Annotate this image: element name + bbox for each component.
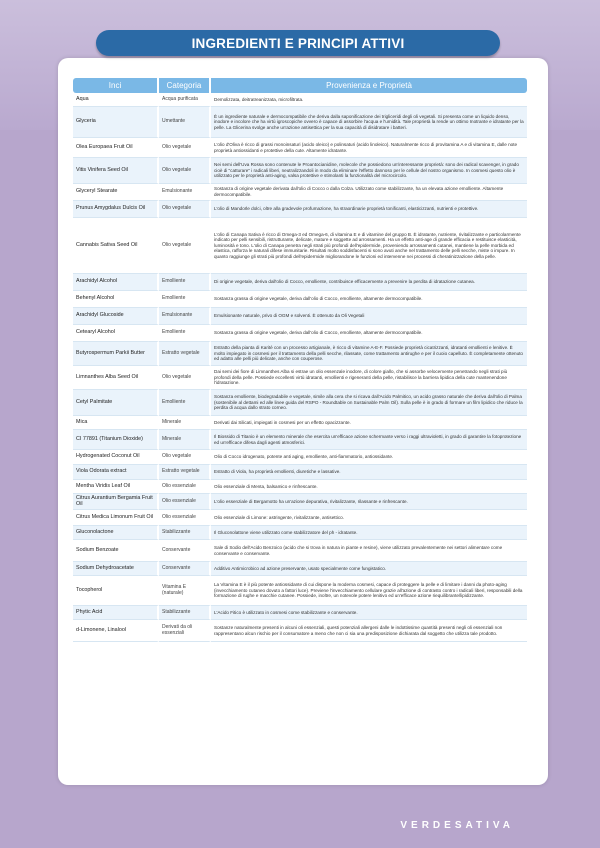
table-row: [73, 201, 527, 218]
ingredient-category: Minerale: [159, 416, 211, 430]
ingredient-category: Olio vegetale: [159, 366, 211, 390]
ingredient-description: È un ingrediente naturale e dermocompatibile che deriva dalla saponificazione dei trigliceridi degli oli vegetali. Si presenta come un liquido denso, inodore e incolore che ha virtù igroscopiche ovvero è capace di assorbire l'acqua e l'umidità. Tale proprietà la rende un ottimo Inotrante e idratante per la pelle. La Glicerina svolge anche un'azione antisettica per la sua capacità di disidratare i batteri.: [211, 107, 527, 138]
brand-logo: VERDESATIVA: [400, 820, 514, 831]
ingredient-category: Olio essenziale: [159, 494, 211, 510]
ingredient-description: Sostanza grassa di origine vegetale, deriva dall'olio di Cocco, emolliente, altamente dermocompatibile.: [211, 325, 527, 342]
ingredient-category: Stabilizzante: [159, 606, 211, 620]
ingredient-category: Emolliente: [159, 325, 211, 342]
ingredient-category: Estratto vegetale: [159, 342, 211, 366]
table-row: [73, 416, 527, 430]
ingredient-category: Minerale: [159, 430, 211, 450]
ingredient-inci-name: Sodium Benzoate: [73, 540, 159, 562]
ingredient-category: Olio vegetale: [159, 158, 211, 184]
ingredient-inci-name: Cannabis Sativa Seed Oil: [73, 218, 159, 274]
ingredient-description: Sale di Sodio dell'Acido Benzoico (acido che si trova in natura in piante e resine), viene utilizzato prevalentemente nei settori alimentare come conservante e conservante.: [211, 540, 527, 562]
ingredient-category: Emolliente: [159, 291, 211, 308]
ingredient-description: L'olio essenziale di Bergamotto ha un'azione depurativa, rivitalizzante, rilassante e rinfrescante.: [211, 494, 527, 510]
ingredient-inci-name: Phytic Acid: [73, 606, 159, 620]
ingredient-inci-name: Sodium Dehydroacetate: [73, 562, 159, 576]
column-header-inci: Inci: [73, 78, 159, 93]
ingredient-category: Emolliente: [159, 390, 211, 416]
table-row: [73, 390, 527, 416]
ingredient-inci-name: Limnanthes Alba Seed Oil: [73, 366, 159, 390]
ingredient-category: Umettante: [159, 107, 211, 138]
table-row: [73, 450, 527, 465]
ingredient-category: Stabilizzante: [159, 526, 211, 540]
ingredient-inci-name: Vitis Vinifera Seed Oil: [73, 158, 159, 184]
ingredient-description: Olio di Cocco idrogenato, potente anti aging, emolliente, anti-fiammatorio, antiossidante.: [211, 450, 527, 465]
ingredient-category: Emulsionante: [159, 308, 211, 325]
ingredient-inci-name: Glyceria: [73, 107, 159, 138]
table-row: [73, 366, 527, 390]
ingredient-inci-name: Cetyl Palmitate: [73, 390, 159, 416]
table-row: [73, 465, 527, 480]
ingredient-description: L'Acido Fitico è utilizzato in cosmesi come stabilizzante e conservante.: [211, 606, 527, 620]
table-row: [73, 480, 527, 494]
ingredient-description: Additivo Antimicrobico ad azione preservante, usato specialmente come fungistatico.: [211, 562, 527, 576]
ingredient-description: Sostanza emolliente, biodegradabile e vegetale, simile alla cera che si ricava dall'Acido Palmitico, un acido grasso naturale che deriva dall'olio di Palma (sostenibile al dettami ed alle linee guida del RSPO - Roundtable on Sustainable Palm Oil). Sulla pelle è in grado di formare un film lipidico che riduce la perdita di acqua dallo strato corneo.: [211, 390, 527, 416]
ingredient-inci-name: Arachidyl Glucoside: [73, 308, 159, 325]
ingredient-inci-name: CI 77891 (Titanium Dioxide): [73, 430, 159, 450]
table-row: [73, 158, 527, 184]
ingredients-table: [73, 78, 527, 642]
ingredient-inci-name: Mentha Viridis Leaf Oil: [73, 480, 159, 494]
ingredient-category: Conservante: [159, 540, 211, 562]
table-row: [73, 107, 527, 138]
table-row: [73, 510, 527, 526]
ingredient-description: Olio essenziale di Limone: astringente, rivitalizzante, antisettico.: [211, 510, 527, 526]
ingredient-category: Olio vegetale: [159, 138, 211, 158]
table-row: [73, 562, 527, 576]
ingredient-inci-name: Butyrospermum Parkii Butter: [73, 342, 159, 366]
ingredient-category: Olio essenziale: [159, 510, 211, 526]
ingredient-inci-name: Cetearyl Alcohol: [73, 325, 159, 342]
ingredient-category: Olio vegetale: [159, 450, 211, 465]
ingredient-category: Derivati da oli essenziali: [159, 620, 211, 642]
ingredient-description: Sostanza grassa di origine vegetale, deriva dall'olio di Cocco, emolliente, altamente dermocompatibile.: [211, 291, 527, 308]
ingredient-category: Emulsionante: [159, 184, 211, 201]
ingredient-category: Olio essenziale: [159, 480, 211, 494]
ingredient-category: Olio vegetale: [159, 218, 211, 274]
column-header-category: Categoria: [159, 78, 211, 93]
ingredient-description: Emulsionante naturale, privo di OGM e solventi. È ottenuto da Oli Vegetali: [211, 308, 527, 325]
ingredient-inci-name: Glyceryl Stearate: [73, 184, 159, 201]
ingredient-category: Estratto vegetale: [159, 465, 211, 480]
ingredient-category: Acqua purificata: [159, 93, 211, 107]
ingredient-description: Estratto della pianta di Karité con un processo artigianale, è ricco di vitamine A-E-F. Possiede proprietà cicatrizzanti, idratanti emollienti e lenitive. È molto impiegato in cosmesi per il trattamento della pelli secche, rilassate, come trattamento antirughe e per il cuoio capelluto. È completamente ottenuto ed adatto alle pelli più delicate, anche con couperose.: [211, 342, 527, 366]
ingredient-description: Demolizzata, deitratreanizzata, microfiltrata.: [211, 93, 527, 107]
ingredient-inci-name: Hydrogenated Coconut Oil: [73, 450, 159, 465]
table-row: [73, 274, 527, 291]
ingredient-inci-name: Viola Odorata extract: [73, 465, 159, 480]
ingredient-description: Sostanza di origine vegetale derivata dall'olio di Cocco o dalla Colza. Utilizzato come stabilizzante, ha un elevata azione emolliente. Altamente dermocompatibile.: [211, 184, 527, 201]
ingredient-inci-name: Olea Europaea Fruit Oil: [73, 138, 159, 158]
ingredient-inci-name: Citrus Medica Limonum Fruit Oil: [73, 510, 159, 526]
table-row: [73, 494, 527, 510]
table-row: [73, 576, 527, 606]
ingredient-description: Nei semi dell'Uva Rossa sono contenute le Proantocianidine, molecole che possiedono un'interessante proprietà: sono dei radical scavenger, in grado cioè di "catturare" i radicali liberi, neutralizzandoli in modo da eliminare l'effetto dannoso per le cellule del nostro organismo. In cosmesi questo olio è utilizzato per le proprietà anti-aging, valsa protettive e stimolanti la funzionalità del microcircolo.: [211, 158, 527, 184]
ingredient-category: Vitamina E (naturale): [159, 576, 211, 606]
ingredient-description: L'olio di Canapa Sativa è ricco di Omega-3 ed Omega-6, di vitamina E e di vitamine del gruppo B. È idratante, nutriente, rivitalizzante e particolarmente indicato per pelli sensibili, ristrutturante, delicate, mature e soggette ad arrossamenti. Ha un effetto anti-age di grande efficacia e restituisce elasticità, luminosità e tono. L'olio di Canapa penetra negli strati più profondi dell'epidermide, proveniendo arrossamenti cutanei, mantiene la pelle morbida ed elastica, rafforza le naturali difese immunitarie. Risultati molto soddisfacenti si sono avuti anche nel trattamento delle pelli secche, miste o impure. In quanto raggiunge gli strati più profondi dell'epidermide migliorandone le funzioni ed intervenne nei processi di cheratinizzazione della pelle.: [211, 218, 527, 274]
ingredient-inci-name: Prunus Amygdalus Dulcis Oil: [73, 201, 159, 218]
ingredient-inci-name: Behenyl Alcohol: [73, 291, 159, 308]
ingredient-description: Il Biossido di Titanio è un elemento minerale che esercita un'efficace azione schermante verso i raggi ultravioletti, in grado di garantire la fotoprotezione ed un'efficace difesa dagli agenti atmosferici.: [211, 430, 527, 450]
column-header-origin-properties: Provenienza e Proprietà: [211, 78, 527, 93]
ingredient-inci-name: Mica: [73, 416, 159, 430]
page-title: INGREDIENTI E PRINCIPI ATTIVI: [191, 35, 405, 51]
ingredient-description: Olio essenziale di Menta, balsamico e rinfrescante.: [211, 480, 527, 494]
table-row: [73, 291, 527, 308]
ingredient-description: Derivati dai Silicati, impiegati in cosmesi per un effetto opacizzante.: [211, 416, 527, 430]
ingredient-inci-name: d-Limonene, Linalool: [73, 620, 159, 642]
ingredient-inci-name: Gluconolactone: [73, 526, 159, 540]
ingredient-description: Dai semi dei fiore di Limnanthes Alba si estrae un olio essenzale inodore, di colore giallo, che si assorbe velocemente penetrando negli strati più profondi della pelle. Possiede eccellenti virtù idratanti, emollienti e rigeneranti della pelle, ristabilisce la barriera lipidica della cute mantenendone l'idratazione.: [211, 366, 527, 390]
table-row: [73, 526, 527, 540]
table-row: [73, 540, 527, 562]
table-row: [73, 93, 527, 107]
ingredient-inci-name: Aqua: [73, 93, 159, 107]
ingredient-description: Il Gluconolattone viene utilizzato come stabilizzatore del ph - idratante.: [211, 526, 527, 540]
table-row: [73, 138, 527, 158]
ingredient-description: L'olio di Mandorle dolci, oltre alla gradevole profumazione, ha straordinarie proprietà tonificanti, elasticizzanti, nutrienti e protettive.: [211, 201, 527, 218]
ingredient-inci-name: Arachidyl Alcohol: [73, 274, 159, 291]
table-header-row: [73, 78, 527, 93]
ingredient-inci-name: Citrus Aurantium Bergamia Fruit Oil: [73, 494, 159, 510]
ingredient-category: Conservante: [159, 562, 211, 576]
table-row: [73, 308, 527, 325]
table-row: [73, 430, 527, 450]
table-row: [73, 342, 527, 366]
ingredient-description: Di origine vegetale, deriva dall'olio di Cocco, emolliente, contribuisce efficacemente a prevenire la perdita di idratazione cutanea.: [211, 274, 527, 291]
ingredient-inci-name: Tocopherol: [73, 576, 159, 606]
table-row: [73, 620, 527, 642]
table-row: [73, 325, 527, 342]
ingredient-category: Emolliente: [159, 274, 211, 291]
ingredient-description: La Vitamina E è il più potente antiossidante di cui dispone la moderna cosmesi, capace di proteggere la pelle e di limitare i danni da photo-aging (invecchiamento cutaneo dovuto a fattori luce). Previene l'invecchiamento cellulare grazie all'azione di contrasto contro i radicali liberi, responsabili della formazione di rughe e macchie cutanee. Possiede, inoltre, un notevole potere lenitivo ed un'efficace azione riequilibrante/lipidizzante.: [211, 576, 527, 606]
table-row: [73, 606, 527, 620]
ingredient-description: Sostanze naturalmente presenti in alcuni oli essenziali, questi potenziali allergeni dalle le indottissime quantità presenti negli oli essenziali non rappresentano alcun rischio per il consumatore a meno che non ci sia una predisposizione dichiarata dal soggetto che utilizza tale prodotto.: [211, 620, 527, 642]
table-row: [73, 184, 527, 201]
table-row: [73, 218, 527, 274]
ingredient-category: Olio vegetale: [159, 201, 211, 218]
ingredient-description: L'olio d'Oliva è ricco di grassi monoinsaturi (acido oleico) e polinsaturi (acido linoleico). Naturalmente ricco di provitamina A e di vitamina E, dalle note proprietà antiossidanti e protettive della cute. Altamente idratante.: [211, 138, 527, 158]
ingredient-description: Estratto di Viola, ha proprietà emollienti, diuretiche e lassative.: [211, 465, 527, 480]
title-banner: [96, 30, 500, 56]
